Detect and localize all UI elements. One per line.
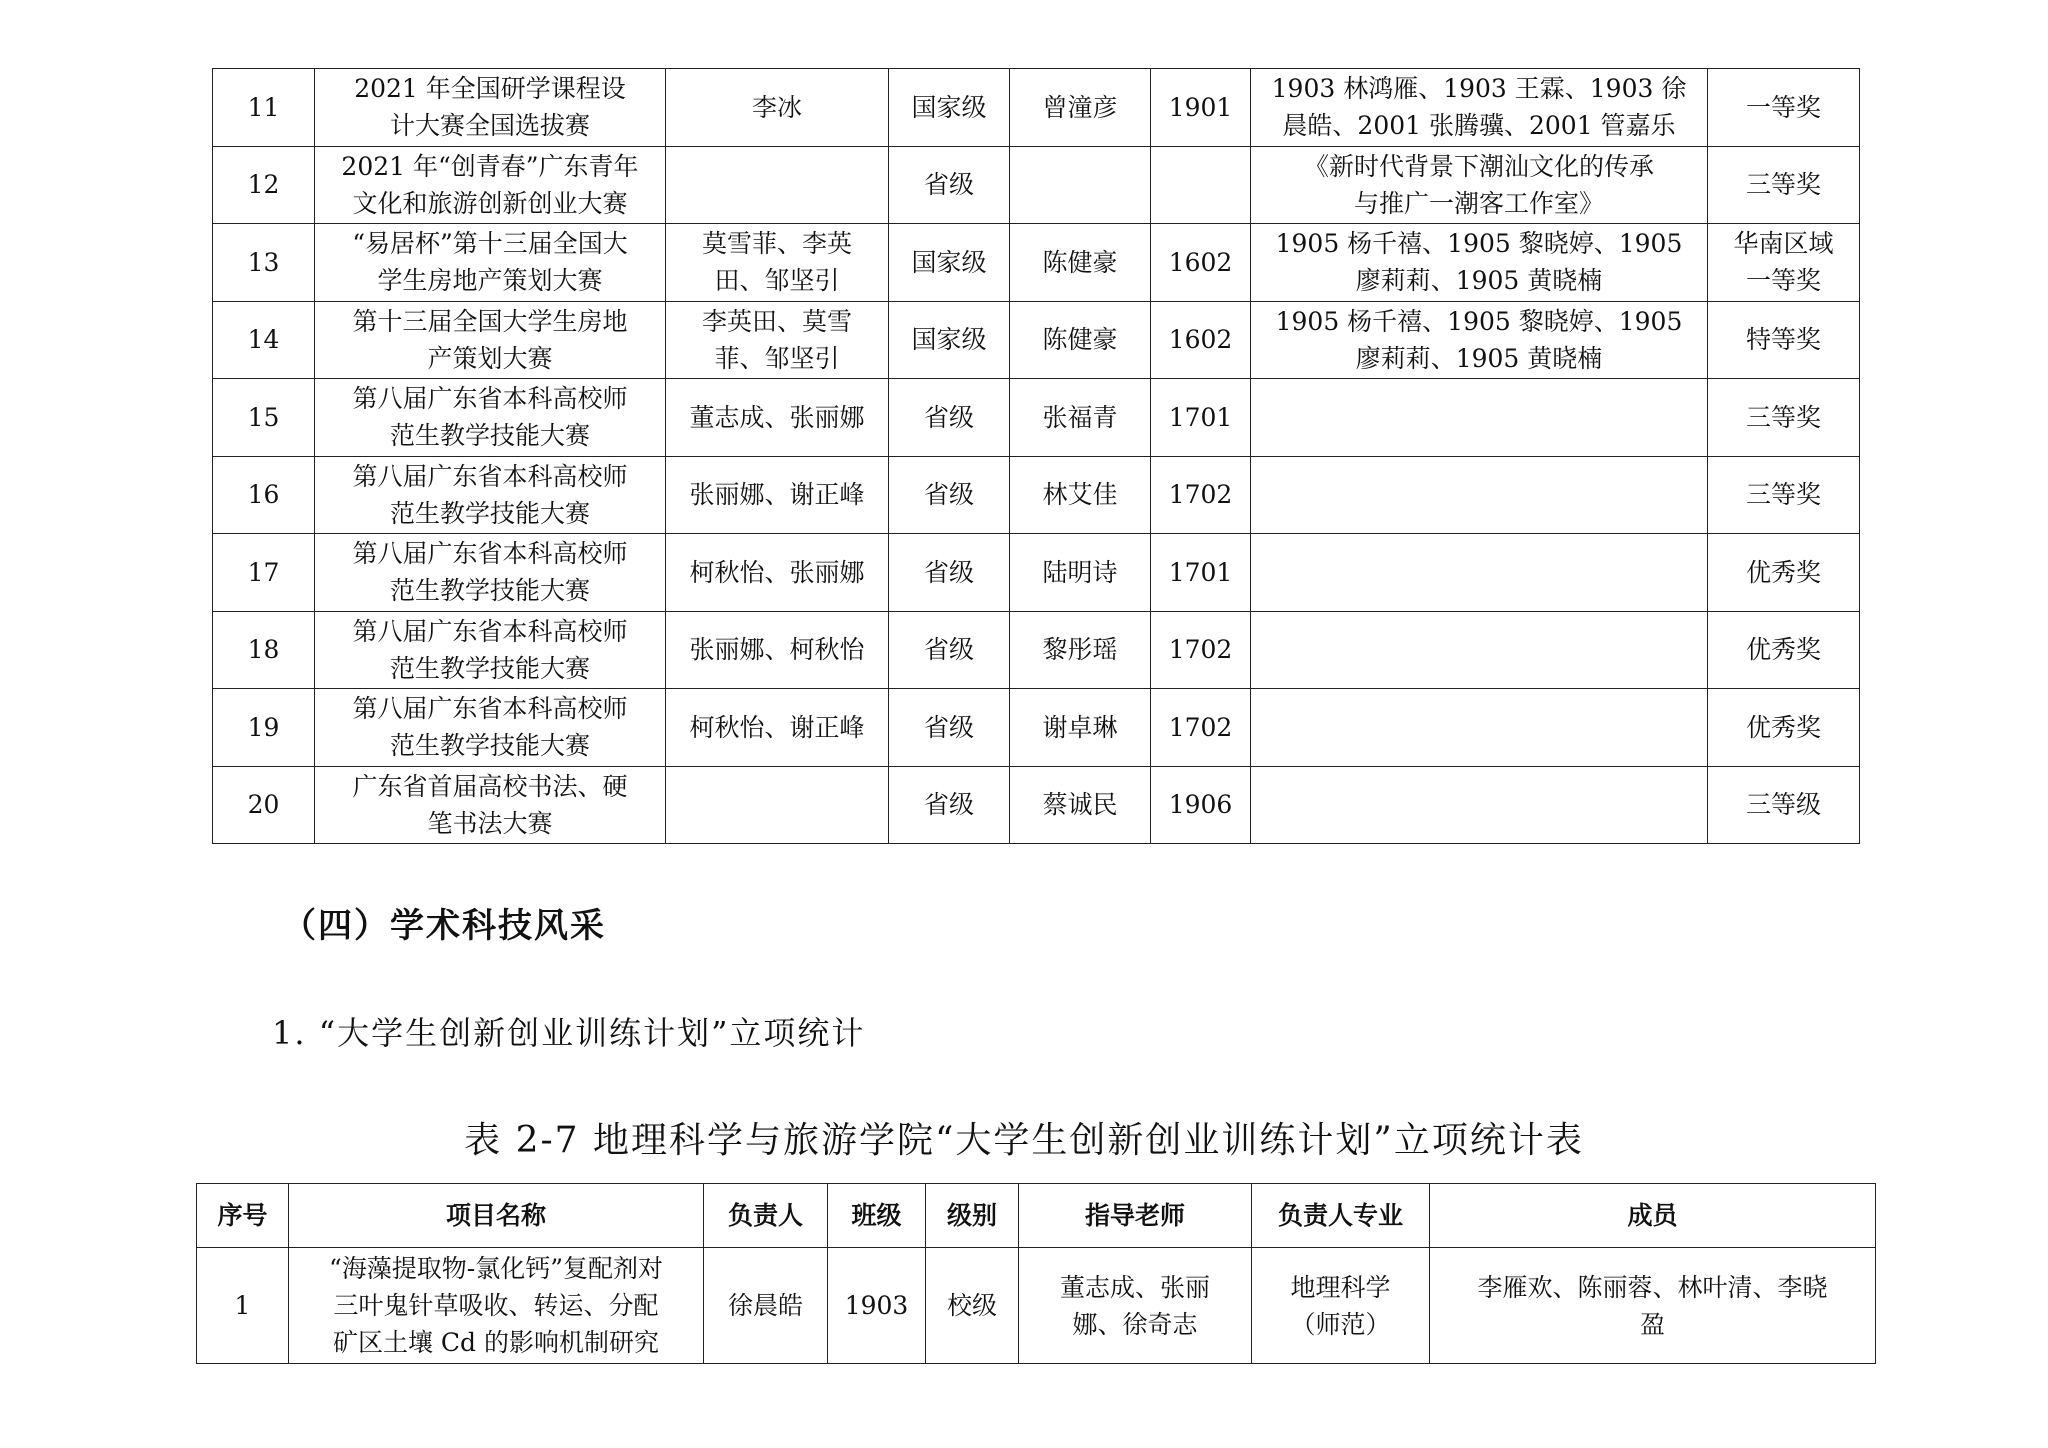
cell-line: 产策划大赛 (427, 343, 553, 373)
table-row (213, 224, 1860, 302)
cell-advisors (666, 379, 889, 457)
cell-leader: 蔡诚民 (1010, 766, 1151, 844)
cell-level: 省级 (889, 534, 1010, 612)
cell-line: 董志成、张丽娜 (689, 402, 865, 432)
cell-leader: 陈健豪 (1010, 224, 1151, 302)
table-row (213, 146, 1860, 224)
cell-line: 范生教学技能大赛 (389, 498, 590, 528)
cell-line: 娜、徐奇志 (1072, 1309, 1198, 1339)
cell-line: 华南区域 (1733, 229, 1834, 259)
cell-class: 1702 (1151, 611, 1251, 689)
cell-line: 笔书法大赛 (427, 808, 553, 838)
cell-advisors (666, 224, 889, 302)
cell-line: 第八届广东省本科高校师 (352, 694, 628, 724)
cell-line: 范生教学技能大赛 (389, 731, 590, 761)
cell-leader: 曾潼彦 (1010, 69, 1151, 147)
header-cell-advisors: 指导老师 (1019, 1184, 1252, 1248)
cell-line: 董志成、张丽 (1059, 1272, 1210, 1302)
cell-award (1708, 766, 1860, 844)
cell-line: 学生房地产策划大赛 (377, 266, 603, 296)
cell-leader: 徐晨皓 (704, 1248, 828, 1364)
cell-leader: 林艾佳 (1010, 456, 1151, 534)
cell-no: 19 (213, 689, 315, 767)
awards-table (212, 68, 1860, 844)
cell-leader (1010, 146, 1151, 224)
cell-competition (315, 456, 666, 534)
header-cell-major: 负责人专业 (1252, 1184, 1430, 1248)
cell-members (1251, 379, 1708, 457)
cell-members (1251, 766, 1708, 844)
cell-major (1252, 1248, 1430, 1364)
cell-line: 第八届广东省本科高校师 (352, 384, 628, 414)
cell-competition (315, 224, 666, 302)
cell-line: 三等奖 (1745, 480, 1821, 510)
cell-competition (315, 379, 666, 457)
cell-advisors (666, 611, 889, 689)
cell-leader: 张福青 (1010, 379, 1151, 457)
cell-award (1708, 689, 1860, 767)
cell-line: 范生教学技能大赛 (389, 421, 590, 451)
cell-line: 三叶鬼针草吸收、转运、分配 (333, 1291, 659, 1320)
cell-no: 1 (197, 1248, 289, 1364)
cell-level: 国家级 (889, 69, 1010, 147)
cell-leader: 黎彤瑶 (1010, 611, 1151, 689)
table-row (213, 689, 1860, 767)
cell-line: 计大赛全国选拔赛 (389, 111, 590, 141)
cell-advisors (666, 301, 889, 379)
cell-award (1708, 534, 1860, 612)
cell-advisors (1019, 1248, 1252, 1364)
cell-line: 第八届广东省本科高校师 (352, 616, 628, 646)
cell-line: 晨皓、2001 张腾骥、2001 管嘉乐 (1282, 111, 1676, 141)
cell-line: 优秀奖 (1745, 557, 1821, 587)
awards-table-body (213, 69, 1860, 844)
cell-class: 1701 (1151, 379, 1251, 457)
cell-advisors (666, 456, 889, 534)
cell-class: 1901 (1151, 69, 1251, 147)
projects-table-body (197, 1248, 1876, 1364)
table-row (213, 611, 1860, 689)
cell-class: 1701 (1151, 534, 1251, 612)
cell-leader: 陈健豪 (1010, 301, 1151, 379)
cell-line: 特等奖 (1745, 325, 1821, 355)
header-row (197, 1184, 1876, 1248)
cell-line: 2021 年“创青春”广东青年 (341, 151, 639, 181)
cell-no: 11 (213, 69, 315, 147)
cell-members (1430, 1248, 1876, 1364)
cell-line: 范生教学技能大赛 (389, 653, 590, 683)
table-caption: 表 2-7 地理科学与旅游学院“大学生创新创业训练计划”立项统计表 (464, 1120, 1584, 1161)
cell-award (1708, 456, 1860, 534)
cell-no: 16 (213, 456, 315, 534)
cell-level: 省级 (889, 456, 1010, 534)
cell-line: 廖莉莉、1905 黄晓楠 (1355, 343, 1603, 373)
cell-line: 与推广一潮客工作室》 (1353, 188, 1604, 218)
cell-line: 莫雪菲、李英 (701, 229, 852, 259)
cell-level: 省级 (889, 689, 1010, 767)
cell-members (1251, 69, 1708, 147)
cell-level: 校级 (926, 1248, 1019, 1364)
cell-line: 李雁欢、陈丽蓉、林叶清、李晓 (1477, 1272, 1828, 1302)
cell-award (1708, 146, 1860, 224)
cell-level: 国家级 (889, 224, 1010, 302)
cell-no: 17 (213, 534, 315, 612)
cell-competition (315, 689, 666, 767)
cell-award (1708, 301, 1860, 379)
header-cell-members: 成员 (1430, 1184, 1876, 1248)
cell-competition (315, 766, 666, 844)
header-cell-class: 班级 (828, 1184, 926, 1248)
cell-competition (315, 146, 666, 224)
cell-competition (315, 534, 666, 612)
cell-award (1708, 379, 1860, 457)
cell-members (1251, 689, 1708, 767)
cell-members (1251, 456, 1708, 534)
cell-no: 14 (213, 301, 315, 379)
cell-advisors (666, 69, 889, 147)
cell-line: 优秀奖 (1745, 635, 1821, 665)
cell-line: 三等级 (1745, 790, 1821, 820)
cell-line: 李冰 (751, 92, 802, 122)
cell-project-name (289, 1248, 704, 1364)
cell-leader: 谢卓琳 (1010, 689, 1151, 767)
cell-line: 第十三届全国大学生房地 (352, 306, 628, 336)
cell-class: 1903 (828, 1248, 926, 1364)
cell-level: 省级 (889, 611, 1010, 689)
cell-line: 三等奖 (1745, 170, 1821, 200)
cell-no: 12 (213, 146, 315, 224)
cell-line: 菲、邹坚引 (714, 343, 840, 373)
cell-line: 广东省首届高校书法、硬 (352, 771, 628, 801)
cell-line: 第八届广东省本科高校师 (352, 539, 628, 569)
cell-level: 省级 (889, 146, 1010, 224)
table-row (197, 1248, 1876, 1364)
cell-line: （师范） (1290, 1309, 1391, 1339)
table-row (213, 766, 1860, 844)
cell-competition (315, 69, 666, 147)
table-row (213, 301, 1860, 379)
cell-line: 三等奖 (1745, 402, 1821, 432)
cell-line: 廖莉莉、1905 黄晓楠 (1355, 266, 1603, 296)
cell-members (1251, 146, 1708, 224)
cell-no: 20 (213, 766, 315, 844)
table-row (213, 379, 1860, 457)
cell-advisors (666, 766, 889, 844)
cell-class (1151, 146, 1251, 224)
cell-level: 国家级 (889, 301, 1010, 379)
header-cell-level: 级别 (926, 1184, 1019, 1248)
cell-line: 矿区土壤 Cd 的影响机制研究 (332, 1328, 660, 1357)
table-row (213, 534, 1860, 612)
table-row (213, 69, 1860, 147)
subsection-title: 1. “大学生创新创业训练计划”立项统计 (272, 1014, 866, 1052)
cell-line: 1903 林鸿雁、1903 王霖、1903 徐 (1271, 74, 1687, 104)
cell-class: 1702 (1151, 689, 1251, 767)
cell-class: 1602 (1151, 301, 1251, 379)
cell-level: 省级 (889, 379, 1010, 457)
cell-members (1251, 224, 1708, 302)
cell-line: 张丽娜、谢正峰 (689, 480, 865, 510)
cell-advisors (666, 146, 889, 224)
header-cell-leader: 负责人 (704, 1184, 828, 1248)
cell-no: 13 (213, 224, 315, 302)
cell-award (1708, 224, 1860, 302)
cell-advisors (666, 689, 889, 767)
cell-award (1708, 69, 1860, 147)
cell-line: 地理科学 (1290, 1272, 1391, 1302)
cell-award (1708, 611, 1860, 689)
projects-table-header (197, 1184, 1876, 1248)
cell-line: 第八届广东省本科高校师 (352, 461, 628, 491)
cell-line: 李英田、莫雪 (701, 306, 852, 336)
cell-advisors (666, 534, 889, 612)
cell-line: “海藻提取物-氯化钙”复配剂对 (328, 1254, 663, 1283)
cell-line: 柯秋怡、谢正峰 (689, 712, 865, 742)
cell-line: 一等奖 (1745, 266, 1821, 296)
cell-members (1251, 611, 1708, 689)
table-row (213, 456, 1860, 534)
cell-line: 田、邹坚引 (714, 266, 840, 296)
cell-competition (315, 611, 666, 689)
header-cell-no: 序号 (197, 1184, 289, 1248)
cell-class: 1602 (1151, 224, 1251, 302)
projects-table (196, 1183, 1876, 1364)
cell-line: 2021 年全国研学课程设 (354, 74, 626, 104)
cell-no: 15 (213, 379, 315, 457)
cell-line: 1905 杨千禧、1905 黎晓婷、1905 (1275, 229, 1683, 259)
cell-line: 范生教学技能大赛 (389, 576, 590, 606)
cell-members (1251, 301, 1708, 379)
cell-class: 1906 (1151, 766, 1251, 844)
cell-line: 文化和旅游创新创业大赛 (352, 188, 628, 218)
cell-line: 柯秋怡、张丽娜 (689, 557, 865, 587)
cell-competition (315, 301, 666, 379)
cell-members (1251, 534, 1708, 612)
cell-line: 优秀奖 (1745, 712, 1821, 742)
cell-line: 《新时代背景下潮汕文化的传承 (1303, 151, 1654, 181)
section-heading: （四）学术科技风采 (282, 906, 606, 946)
cell-line: 张丽娜、柯秋怡 (689, 635, 865, 665)
cell-leader: 陆明诗 (1010, 534, 1151, 612)
cell-line: 1905 杨千禧、1905 黎晓婷、1905 (1275, 306, 1683, 336)
cell-line: “易居杯”第十三届全国大 (352, 229, 628, 259)
cell-line: 盈 (1639, 1309, 1665, 1339)
cell-level: 省级 (889, 766, 1010, 844)
header-cell-name: 项目名称 (289, 1184, 704, 1248)
cell-no: 18 (213, 611, 315, 689)
cell-class: 1702 (1151, 456, 1251, 534)
cell-line: 一等奖 (1745, 92, 1821, 122)
